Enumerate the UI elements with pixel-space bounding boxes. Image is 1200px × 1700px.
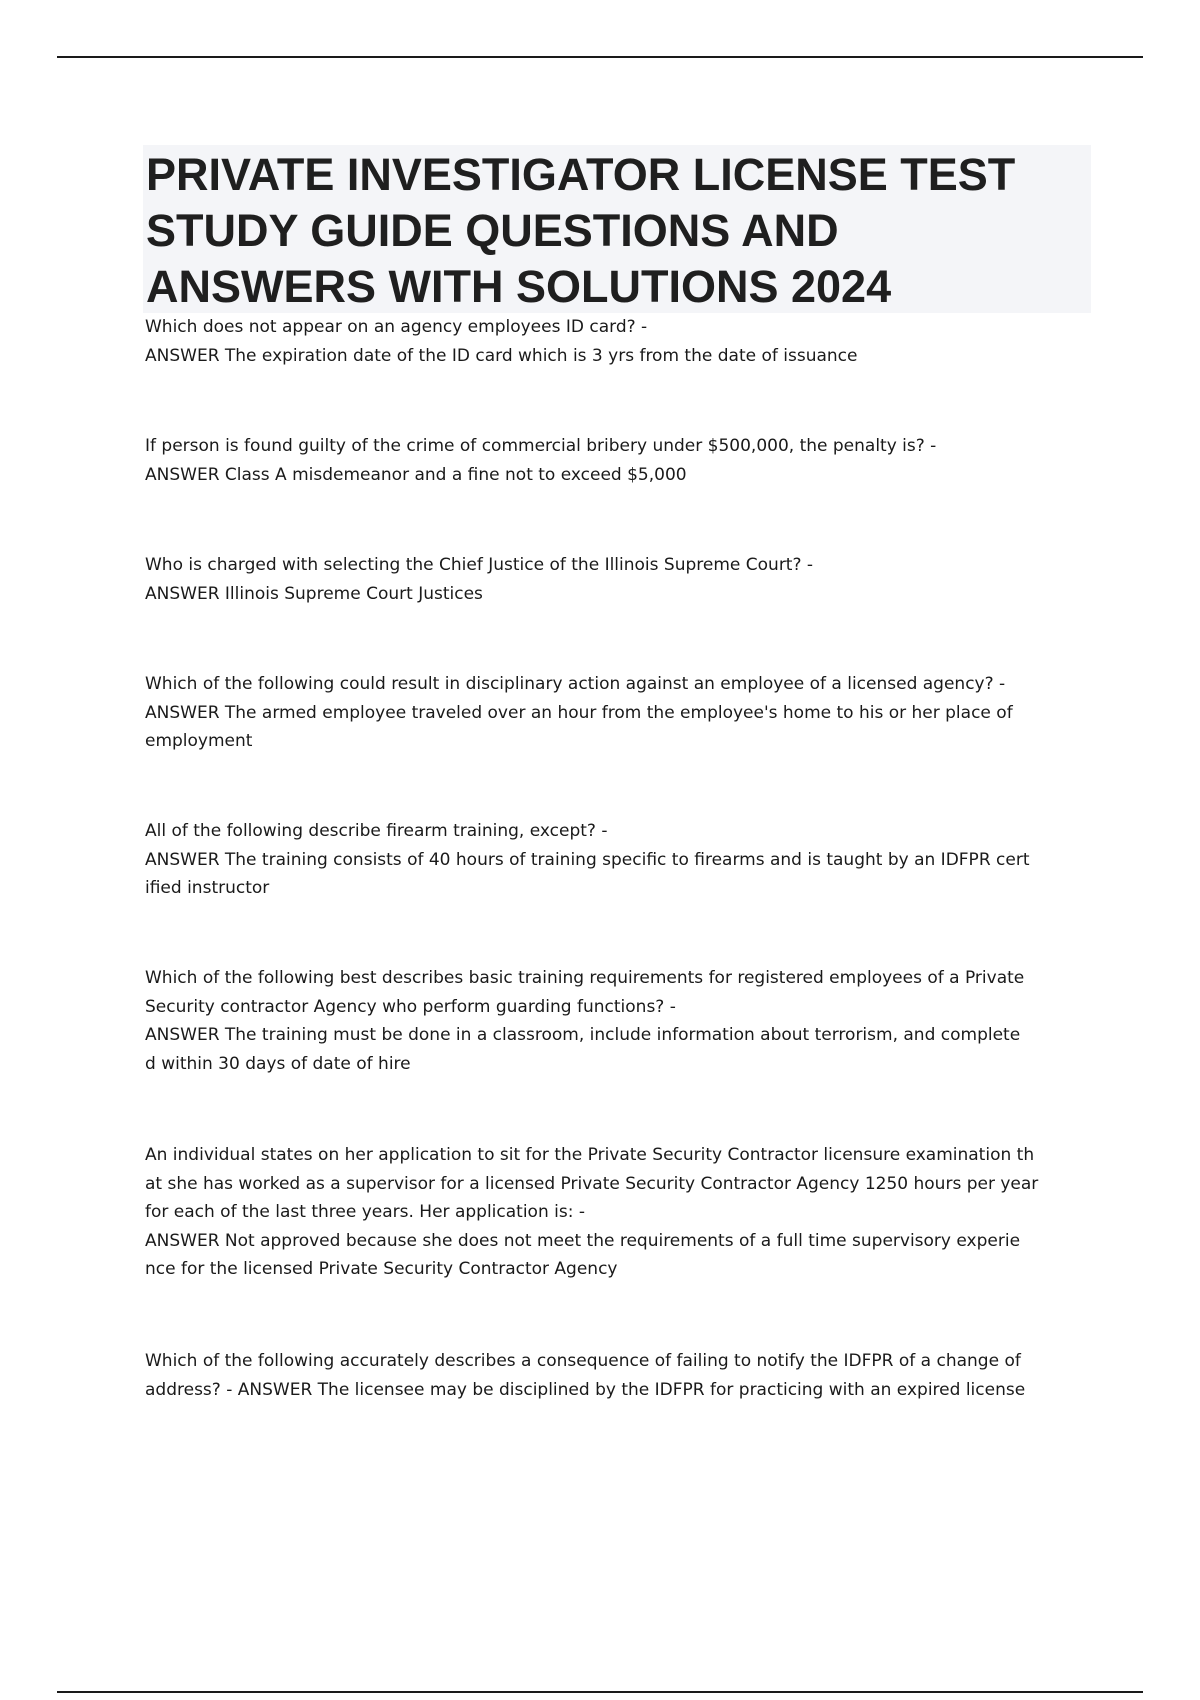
qa-item bbox=[145, 670, 1095, 756]
answer-text: ANSWER The training consists of 40 hours of training specific to firearms and is taught by an IDFPR cert bbox=[145, 849, 1030, 870]
question-text: All of the following describe firearm training, except? - bbox=[145, 821, 608, 841]
answer-text: ANSWER Illinois Supreme Court Justices bbox=[145, 583, 483, 604]
qa-item bbox=[145, 1141, 1095, 1284]
answer-text: ANSWER The expiration date of the ID card which is 3 yrs from the date of issuance bbox=[145, 345, 858, 366]
answer-text: ANSWER Class A misdemeanor and a fine not to exceed $5,000 bbox=[145, 464, 687, 485]
question-text: at she has worked as a supervisor for a licensed Private Security Contractor Agency 1250 hours per year bbox=[145, 1173, 1039, 1194]
answer-text: employment bbox=[145, 731, 253, 751]
question-text: for each of the last three years. Her application is: - bbox=[145, 1202, 585, 1222]
title-line: ANSWERS WITH SOLUTIONS 2024 bbox=[146, 261, 892, 312]
answer-text: d within 30 days of date of hire bbox=[145, 1053, 411, 1074]
qa-item bbox=[145, 1347, 1095, 1404]
qa-item bbox=[145, 313, 1095, 370]
answer-text: ANSWER The armed employee traveled over an hour from the employee's home to his or her place of bbox=[145, 702, 1013, 723]
bottom-rule bbox=[57, 1691, 1143, 1693]
answer-text: ANSWER Not approved because she does not meet the requirements of a full time supervisory experie bbox=[145, 1230, 1021, 1251]
qa-item bbox=[145, 817, 1095, 903]
question-text: An individual states on her application to sit for the Private Security Contractor licensure examination th bbox=[145, 1145, 1035, 1165]
answer-text: nce for the licensed Private Security Contractor Agency bbox=[145, 1259, 618, 1279]
answer-text: ANSWER The training must be done in a classroom, include information about terrorism, and complete bbox=[145, 1025, 1021, 1045]
answer-text: ified instructor bbox=[145, 878, 270, 898]
question-text: Which of the following could result in disciplinary action against an employee of a licensed agency? - bbox=[145, 674, 1006, 694]
question-text: Which of the following accurately describes a consequence of failing to notify the IDFPR of a change of bbox=[145, 1351, 1021, 1371]
question-text: Which does not appear on an agency employees ID card? - bbox=[145, 317, 648, 337]
title-line: PRIVATE INVESTIGATOR LICENSE TEST bbox=[146, 149, 1016, 200]
qa-item bbox=[145, 551, 1095, 608]
title-line: STUDY GUIDE QUESTIONS AND bbox=[146, 205, 839, 256]
question-text: Security contractor Agency who perform guarding functions? - bbox=[145, 996, 676, 1017]
question-text: If person is found guilty of the crime of commercial bribery under $500,000, the penalty is? - bbox=[145, 436, 937, 456]
question-text: Which of the following best describes basic training requirements for registered employees of a Private bbox=[145, 968, 1025, 988]
question-text: Who is charged with selecting the Chief Justice of the Illinois Supreme Court? - bbox=[145, 555, 814, 575]
answer-text: address? - ANSWER The licensee may be disciplined by the IDFPR for practicing with an expired license bbox=[145, 1379, 1026, 1400]
qa-item bbox=[145, 432, 1095, 489]
top-rule bbox=[57, 56, 1143, 58]
qa-item bbox=[145, 964, 1095, 1078]
document-title bbox=[143, 145, 1091, 313]
